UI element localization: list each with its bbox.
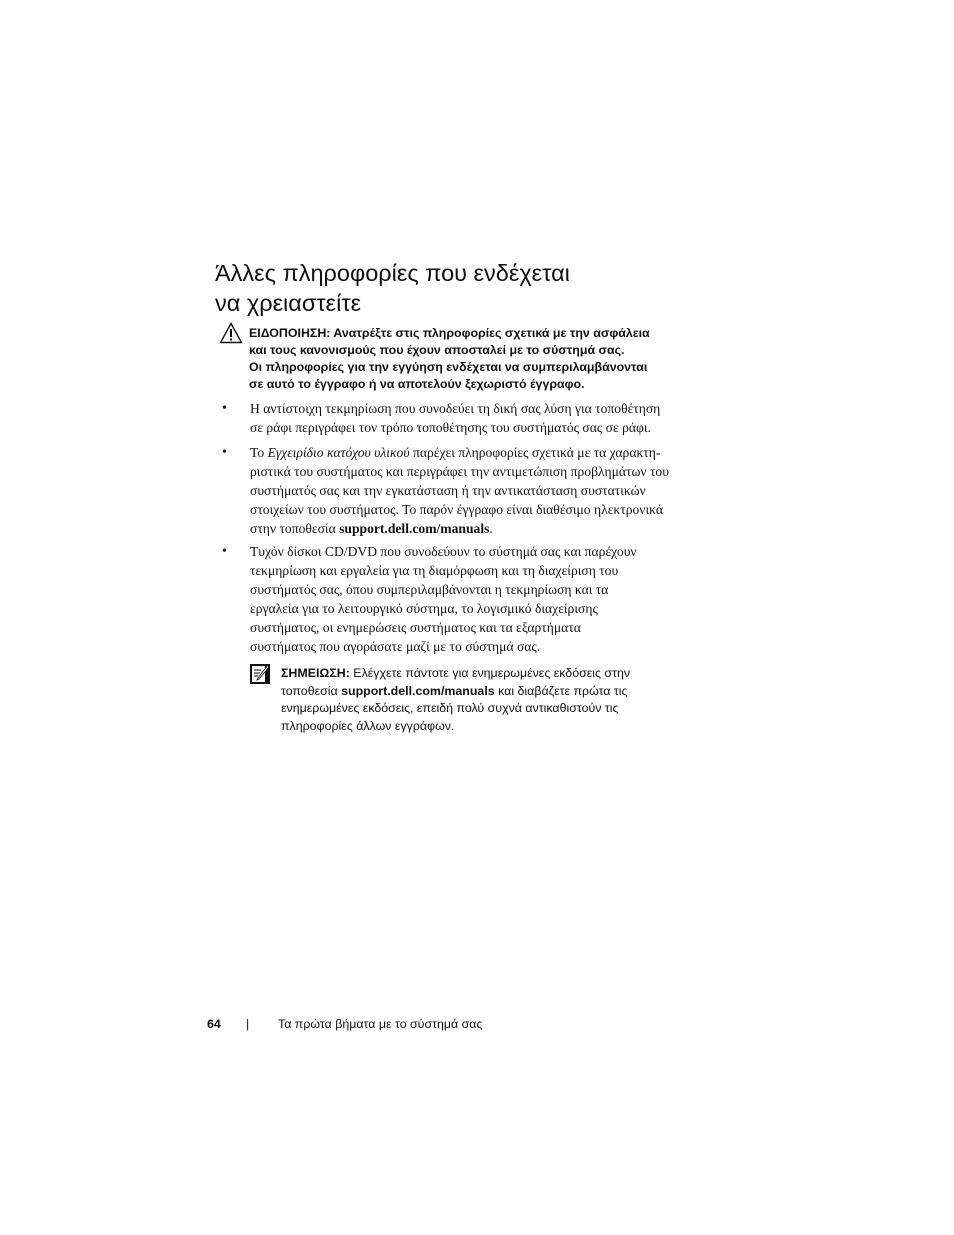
text-run: παρέχει πληροφορίες σχετικά με τα χαρακτη- [409,445,661,460]
page-title-line-2: να χρειαστείτε [215,290,362,316]
list-item [222,399,660,437]
list-item-line: συστήματος που αγοράσατε μαζί με το σύστημά σας. [250,639,541,654]
warning-text [249,325,650,393]
list-item-line: συστήματός σας και την εγκατάσταση ή την αντικατάσταση συστατικών [250,483,646,498]
page-title [215,258,570,318]
warning-line-1 [249,325,650,342]
warning-triangle-icon [219,322,243,344]
bullet-marker: • [222,401,227,416]
warning-line-3: Οι πληροφορίες για την εγγύηση ενδέχεται να συμπεριλαμβάνονται [249,360,648,374]
note-line-3: ενημερωμένες εκδόσεις, επειδή πολύ συχνά αντικαθιστούν τις [281,701,619,715]
text-run: στην τοποθεσία [250,521,340,536]
bullet-marker: • [222,544,227,559]
list-item-line: σε ράφι περιγράφει τον τρόπο τοποθέτησης του συστήματός σας σε ράφι. [250,420,651,435]
note-line-1 [281,665,630,683]
note-label: ΣΗΜΕΙΩΣΗ: [281,666,350,680]
support-url: support.dell.com/manuals [339,521,490,536]
text-run: και διαβάζετε πρώτα τις [494,683,628,698]
warning-line-1-text: Ανατρέξτε στις πληροφορίες σχετικά με την ασφάλεια [330,326,650,340]
text-run: . [489,521,493,536]
list-item-line: ριστικά του συστήματος και περιγράφει την αντιμετώπιση προβλημάτων του [250,464,669,479]
warning-label: ΕΙΔΟΠΟΙΗΣΗ: [249,326,331,340]
footer-section-title: Τα πρώτα βήματα με το σύστημά σας [278,1017,483,1031]
list-item-line: Η αντίστοιχη τεκμηρίωση που συνοδεύει τη δική σας λύση για τοποθέτηση [250,401,661,416]
note-line-2 [281,683,630,701]
manual-title: Εγχειρίδιο κατόχου υλικού [267,445,410,460]
list-item-line [250,443,669,462]
text-run: Το [250,445,268,460]
note-text [281,665,630,735]
list-item-line: Τυχόν δίσκοι CD/DVD που συνοδεύουν το σύστημά σας και παρέχουν [250,544,637,559]
list-item-line: συστήματός σας, όπου συμπεριλαμβάνονται η τεκμηρίωση και τα [250,582,609,597]
list-item-line: συστήματος, οι ενημερώσεις συστήματος και τα εξαρτήματα [250,620,581,635]
page-title-line-1: Άλλες πληροφορίες που ενδέχεται [215,260,570,286]
list-item-line: τεκμηρίωση και εργαλεία για τη διαμόρφωση και τη διαχείριση του [250,563,619,578]
note-pencil-icon [250,664,270,684]
warning-line-4: σε αυτό το έγγραφο ή να αποτελούν ξεχωριστό έγγραφο. [249,377,585,391]
bullet-marker: • [222,445,227,460]
list-item-line: εργαλεία για το λειτουργικό σύστημα, το λογισμικό διαχείρισης [250,601,598,616]
page-number: 64 [207,1017,221,1031]
list-item [222,443,669,538]
warning-line-2: και τους κανονισμούς που έχουν αποσταλεί με το σύστημά σας. [249,343,625,357]
list-item [222,542,637,656]
note-line-1-text: Ελέγχετε πάντοτε για ενημερωμένες εκδόσεις στην [349,666,631,680]
support-url: support.dell.com/manuals [341,683,495,698]
note-line-4: πληροφορίες άλλων εγγράφων. [281,718,455,733]
list-item-line [250,519,669,538]
list-item-line: στοιχείων του συστήματος. Το παρόν έγγραφο είναι διαθέσιμο ηλεκτρονικά [250,502,663,517]
text-run: τοποθεσία [281,683,342,698]
footer-separator: | [246,1017,250,1031]
